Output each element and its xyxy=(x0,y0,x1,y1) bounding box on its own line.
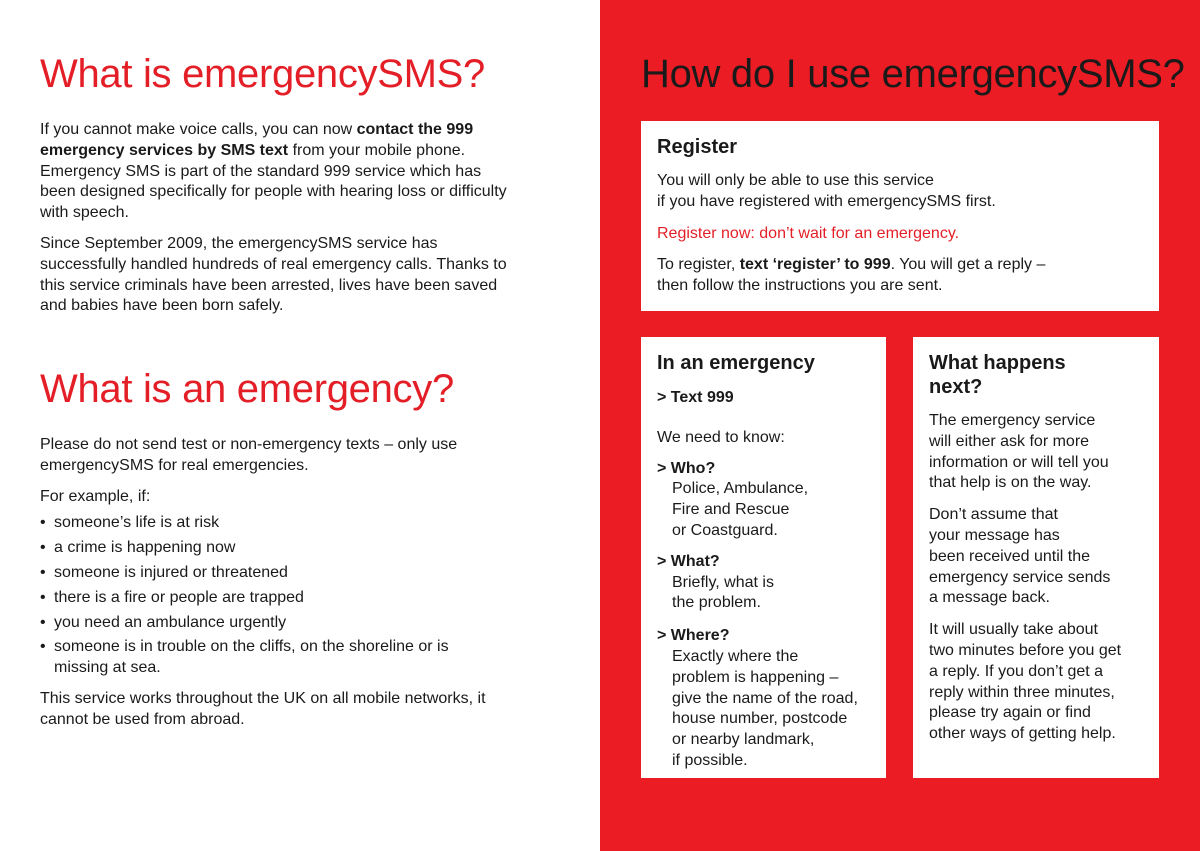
what-happens-next-card xyxy=(913,337,1159,778)
emergency-bullet-list xyxy=(40,513,540,679)
where-heading: > Where? xyxy=(657,627,730,645)
what-next-line: emergency service sends xyxy=(929,568,1111,586)
what-line: Briefly, what is xyxy=(672,573,774,591)
what-next-line: other ways of getting help. xyxy=(929,725,1116,743)
where-line: if possible. xyxy=(672,751,748,769)
register-warning: Register now: don’t wait for an emergency. xyxy=(657,224,960,242)
list-item xyxy=(40,613,540,634)
what-next-line: It will usually take about xyxy=(929,621,1098,639)
what-next-line: a reply. If you don’t get a xyxy=(929,662,1104,680)
where-line: problem is happening – xyxy=(672,668,839,686)
register-instructions xyxy=(657,255,1143,276)
what-next-title-line-2: next? xyxy=(929,376,983,398)
who-line: or Coastguard. xyxy=(672,521,778,539)
where-question xyxy=(657,626,870,772)
where-line: or nearby landmark, xyxy=(672,731,815,749)
what-next-line: a message back. xyxy=(929,589,1050,607)
register-line-1: You will only be able to use this service xyxy=(657,172,934,189)
list-item xyxy=(40,538,540,559)
list-item-text: someone is injured or threatened xyxy=(54,563,288,581)
bullet-icon: • xyxy=(40,613,46,631)
register-instructions-line-2: then follow the instructions you are sent. xyxy=(657,277,943,295)
what-line: the problem. xyxy=(672,594,761,612)
who-question xyxy=(657,459,870,542)
list-item-text: someone is in trouble on the cliffs, on the shoreline or is missing at sea. xyxy=(54,638,449,677)
where-line: give the name of the road, xyxy=(672,689,858,707)
what-next-title-line-1: What happens xyxy=(929,352,1066,374)
emergency-section xyxy=(40,435,540,731)
what-next-paragraph-3 xyxy=(929,620,1143,745)
list-item-text: there is a fire or people are trapped xyxy=(54,588,304,606)
what-next-line: Don’t assume that xyxy=(929,506,1058,524)
who-line: Police, Ambulance, xyxy=(672,480,809,498)
what-next-line: two minutes before you get xyxy=(929,641,1122,659)
what-next-line: reply within three minutes, xyxy=(929,683,1115,701)
intro-paragraph xyxy=(40,120,520,224)
what-next-line: information or will tell you xyxy=(929,453,1109,471)
list-item-text: you need an ambulance urgently xyxy=(54,613,287,631)
heading-how-do-i-use: How do I use emergencySMS? xyxy=(641,52,1185,96)
where-line: house number, postcode xyxy=(672,710,848,728)
intro-text-bold: contact the 999 emergency services by SMS text xyxy=(40,121,474,159)
need-to-know-label: We need to know: xyxy=(657,428,785,446)
register-card xyxy=(641,121,1159,311)
who-heading: > Who? xyxy=(657,459,716,477)
what-heading: > What? xyxy=(657,552,720,570)
for-example-label: For example, if: xyxy=(40,487,151,505)
heading-what-is-emergencysms: What is emergencySMS? xyxy=(40,52,485,96)
register-instr-bold: text ‘register’ to 999 xyxy=(739,256,891,274)
register-line-2: if you have registered with emergencySMS first. xyxy=(657,192,996,210)
emergency-intro: Please do not send test or non-emergency texts – only use emergencySMS for real emergencies. xyxy=(40,436,458,474)
what-next-line: The emergency service xyxy=(929,412,1096,429)
in-an-emergency-card xyxy=(641,337,886,778)
what-next-line: your message has xyxy=(929,526,1060,544)
who-line: Fire and Rescue xyxy=(672,501,790,519)
list-item xyxy=(40,513,540,534)
bullet-icon: • xyxy=(40,638,46,656)
where-line: Exactly where the xyxy=(672,647,799,665)
list-item xyxy=(40,563,540,584)
coverage-note: This service works throughout the UK on all mobile networks, it cannot be used from abroad. xyxy=(40,689,486,728)
what-next-paragraph-2 xyxy=(929,505,1143,609)
what-next-line: that help is on the way. xyxy=(929,474,1092,492)
intro-text-pre: If you cannot make voice calls, you can now xyxy=(40,121,357,138)
what-next-paragraph-1 xyxy=(929,411,1143,494)
what-next-line: please try again or find xyxy=(929,704,1091,722)
intro-text-post: from your mobile phone. Emergency SMS is part of the standard 999 service which has been designed specifically for people with hearing loss or difficulty with speech. xyxy=(40,141,507,222)
list-item-text: someone’s life is at risk xyxy=(54,514,220,532)
bullet-icon: • xyxy=(40,539,46,557)
list-item xyxy=(40,588,540,609)
bullet-icon: • xyxy=(40,514,46,532)
what-next-line: will either ask for more xyxy=(929,432,1090,450)
bullet-icon: • xyxy=(40,563,46,581)
what-question xyxy=(657,552,870,614)
heading-what-is-an-emergency: What is an emergency? xyxy=(40,367,454,411)
bullet-icon: • xyxy=(40,588,46,606)
register-instr-post: . You will get a reply – xyxy=(890,256,1046,274)
what-next-line: been received until the xyxy=(929,547,1090,565)
register-title: Register xyxy=(657,136,738,158)
in-emergency-title: In an emergency xyxy=(657,352,815,374)
text-999-instruction: > Text 999 xyxy=(657,389,734,406)
list-item-text: a crime is happening now xyxy=(54,539,236,557)
register-instr-pre: To register, xyxy=(657,256,740,274)
history-paragraph: Since September 2009, the emergencySMS service has successfully handled hundreds of real emergency calls. Thanks to this service criminals have been arrested, lives have been saved and babies have been born safely. xyxy=(40,235,507,315)
list-item xyxy=(40,637,454,679)
